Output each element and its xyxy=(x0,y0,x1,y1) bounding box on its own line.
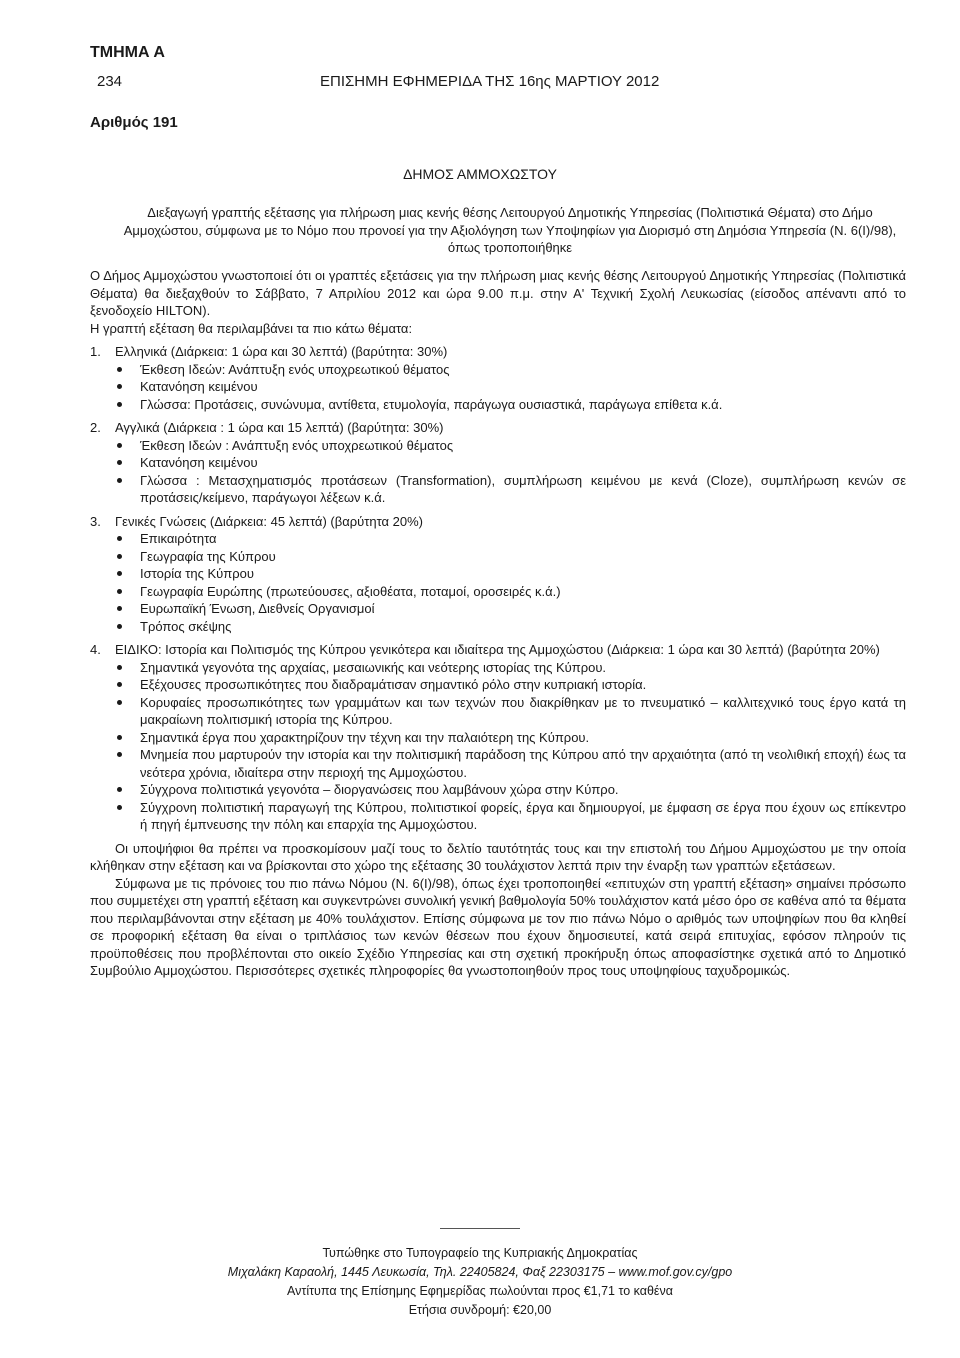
intro-paragraph: Ο Δήμος Αμμοχώστου γνωστοποιεί ότι οι γραπτές εξετάσεις για την πλήρωση μιας κενής θέσης Λειτουργού Δημοτικής Υπηρεσίας (Πολιτιστικά Θέματα) θα διεξαχθούν το Σάββατο, 7 Απριλίου 2012 και ώρα 9.00 π.μ. στην Α' Τεχνική Σχολή Λευκωσίας (είσοδος απέναντι από το ξενοδοχείο HILTON). xyxy=(90,268,906,318)
list-item: Κατανόηση κειμένου xyxy=(140,454,906,472)
footer-price: Αντίτυπα της Επίσημης Εφημερίδας πωλούνται προς €1,71 το καθένα xyxy=(287,1284,673,1298)
list-item: Μνημεία που μαρτυρούν την ιστορία και την πολιτισμική παράδοση της Κύπρου από την αρχαιότητα (από τη νεολιθική εποχή) έως τα νεότερα χρόνια, ιδιαίτερα στην περιοχή της Αμμοχώστου. xyxy=(140,747,906,780)
section-heading xyxy=(90,343,906,361)
exam-section-2 xyxy=(90,419,906,507)
list-item: Τρόπος σκέψης xyxy=(140,618,906,636)
notice-body xyxy=(90,267,906,980)
section-items xyxy=(90,530,906,635)
notice-number: Αριθμός 191 xyxy=(90,114,178,131)
list-item: Γλώσσα : Μετασχηματισμός προτάσεων (Transformation), συμπλήρωση κειμένου με κενά (Cloze), συμπλήρωση κενών σε προτάσεις/κείμενο, παράγωγοι λέξεων κ.ά. xyxy=(140,472,906,505)
section-number: 3. xyxy=(90,513,101,529)
exam-intro: Η γραπτή εξέταση θα περιλαμβάνει τα πιο κάτω θέματα: xyxy=(90,320,413,336)
list-item: Επικαιρότητα xyxy=(140,530,906,548)
list-item: Ιστορία της Κύπρου xyxy=(140,565,906,583)
law-paragraph: Σύμφωνα με τις πρόνοιες του πιο πάνω Νόμου (Ν. 6(Ι)/98), όπως έχει τροποποιηθεί «επιτυχών στη γραπτή εξέταση» σημαίνει πρόσωπο που συμμετέχει στη γραπτή εξέταση και συγκεντρώνει συνολική γενική βαθμολογία 50% τουλάχιστον κατά μέσο όρο σε καθένα από τα θέματα που περιλαμβάνονται στην εξέταση με 40% τουλάχιστον. Επίσης σύμφωνα με τον πιο πάνω Νόμο ο αριθμός των υποψηφίων που θα κληθεί σε προφορική εξέταση θα είναι ο τριπλάσιος των κενών θέσεων που έχουν δημοσιευτεί, κατά σειρά επιτυχίας, εφόσον πληρούν τις προϋποθέσεις που προβλέπονται στο οικείο Σχέδιο Υπηρεσίας και στη σχετική προκήρυξη όπως αποφασίστηκε σχετικά από το Δημοτικό Συμβούλιο Αμμοχώστου. Περισσότερες σχετικές πληροφορίες θα γνωστοποιηθούν προς τους υποψηφίους ταχυδρομικώς. xyxy=(90,875,906,978)
authority-heading: ΔΗΜΟΣ ΑΜΜΟΧΩΣΤΟΥ xyxy=(403,166,557,182)
section-title: Γενικές Γνώσεις (Διάρκεια: 45 λεπτά) (βαρύτητα 20%) xyxy=(115,513,424,529)
section-heading xyxy=(90,641,906,659)
section-items xyxy=(90,437,906,507)
section-title: Αγγλικά (Διάρκεια : 1 ώρα και 15 λεπτά) (βαρύτητα: 30%) xyxy=(115,420,444,435)
list-item: Γλώσσα: Προτάσεις, συνώνυμα, αντίθετα, ετυμολογία, παράγωγα ουσιαστικά, παράγωγα επίθετα κ.ά. xyxy=(140,396,906,414)
page-number: 234 xyxy=(97,73,123,90)
footer xyxy=(0,1244,960,1320)
exam-section-1 xyxy=(90,343,906,413)
exam-section-4 xyxy=(90,641,906,834)
footer-subscription: Ετήσια συνδρομή: €20,00 xyxy=(408,1303,552,1317)
list-item: Εξέχουσες προσωπικότητες που διαδραμάτισαν σημαντικό ρόλο στην κυπριακή ιστορία. xyxy=(140,676,906,694)
section-items xyxy=(90,659,906,834)
gazette-part-label: ΤΜΗΜΑ Α xyxy=(90,44,165,61)
candidates-paragraph: Οι υποψήφιοι θα πρέπει να προσκομίσουν μαζί τους το δελτίο ταυτότητάς τους και την επιστολή του Δήμου Αμμοχώστου με την οποία κλήθηκαν στην εξέταση και να βρίσκονται στο χώρο της εξέτασης 30 τουλάχιστον λεπτά πριν την έναρξη των γραπτών εξετάσεων. xyxy=(90,840,906,873)
exam-section-3 xyxy=(90,513,906,636)
section-heading xyxy=(90,419,906,437)
list-item: Γεωγραφία της Κύπρου xyxy=(140,548,906,566)
list-item: Σημαντικά γεγονότα της αρχαίας, μεσαιωνικής και νεότερης ιστορίας της Κύπρου. xyxy=(140,659,906,677)
section-items xyxy=(90,361,906,414)
section-title: Ελληνικά (Διάρκεια: 1 ώρα και 30 λεπτά) (βαρύτητα: 30%) xyxy=(115,344,448,359)
footer-printer: Τυπώθηκε στο Τυπογραφείο της Κυπριακής Δημοκρατίας xyxy=(322,1246,638,1260)
list-item: Σύγχρονη πολιτιστική παραγωγή της Κύπρου, πολιτιστικοί φορείς, έργα και δημιουργοί, με έμφαση σε έργα που έχουν ως επίκεντρο ή πηγή έμπνευσης την πόλη και επαρχία της Αμμοχώστου. xyxy=(140,799,906,832)
footer-address: Μιχαλάκη Καραολή, 1445 Λευκωσία, Τηλ. 22405824, Φαξ 22303175 – www.mof.gov.cy/gpo xyxy=(227,1265,733,1279)
section-number: 1. xyxy=(90,344,101,359)
footer-divider xyxy=(440,1228,520,1229)
list-item: Έκθεση Ιδεών : Ανάπτυξη ενός υποχρεωτικού θέματος xyxy=(140,437,906,455)
section-heading xyxy=(90,513,906,531)
list-item: Γεωγραφία Ευρώπης (πρωτεύουσες, αξιοθέατα, ποταμοί, οροσειρές κ.ά.) xyxy=(140,583,906,601)
list-item: Σύγχρονα πολιτιστικά γεγονότα – διοργανώσεις που λαμβάνουν χώρα στην Κύπρο. xyxy=(140,781,906,799)
notice-subject: Διεξαγωγή γραπτής εξέτασης για πλήρωση μιας κενής θέσης Λειτουργού Δημοτικής Υπηρεσίας (Πολιτιστικά Θέματα) στο Δήμο Αμμοχώστου, σύμφωνα με το Νόμο που προνοεί για την Αξιολόγηση των Υποψηφίων για Διορισμό στη Δημόσια Υπηρεσία (Ν. 6(Ι)/98), όπως τροποποιήθηκε xyxy=(123,205,897,255)
list-item: Έκθεση Ιδεών: Ανάπτυξη ενός υποχρεωτικού θέματος xyxy=(140,361,906,379)
section-number: 2. xyxy=(90,420,101,435)
list-item: Κορυφαίες προσωπικότητες των γραμμάτων και των τεχνών που διακρίθηκαν με το πνευματικό – καλλιτεχνικό τους έργο κατά τη μακραίωνη πολιτισμική ιστορία της Κύπρου. xyxy=(140,694,906,727)
list-item: Ευρωπαϊκή Ένωση, Διεθνείς Οργανισμοί xyxy=(140,600,906,618)
list-item: Κατανόηση κειμένου xyxy=(140,378,906,396)
section-title: ΕΙΔΙΚΟ: Ιστορία και Πολιτισμός της Κύπρου γενικότερα και ιδιαίτερα της Αμμοχώστου (Διάρκεια: 1 ώρα και 30 λεπτά) (βαρύτητα 20%) xyxy=(115,642,880,657)
list-item: Σημαντικά έργα που χαρακτηρίζουν την τέχνη και την παλαιότερη της Κύπρου. xyxy=(140,729,906,747)
gazette-title: ΕΠΙΣΗΜΗ ΕΦΗΜΕΡΙΔΑ ΤΗΣ 16ης ΜΑΡΤΙΟΥ 2012 xyxy=(320,73,660,90)
section-number: 4. xyxy=(90,642,101,657)
